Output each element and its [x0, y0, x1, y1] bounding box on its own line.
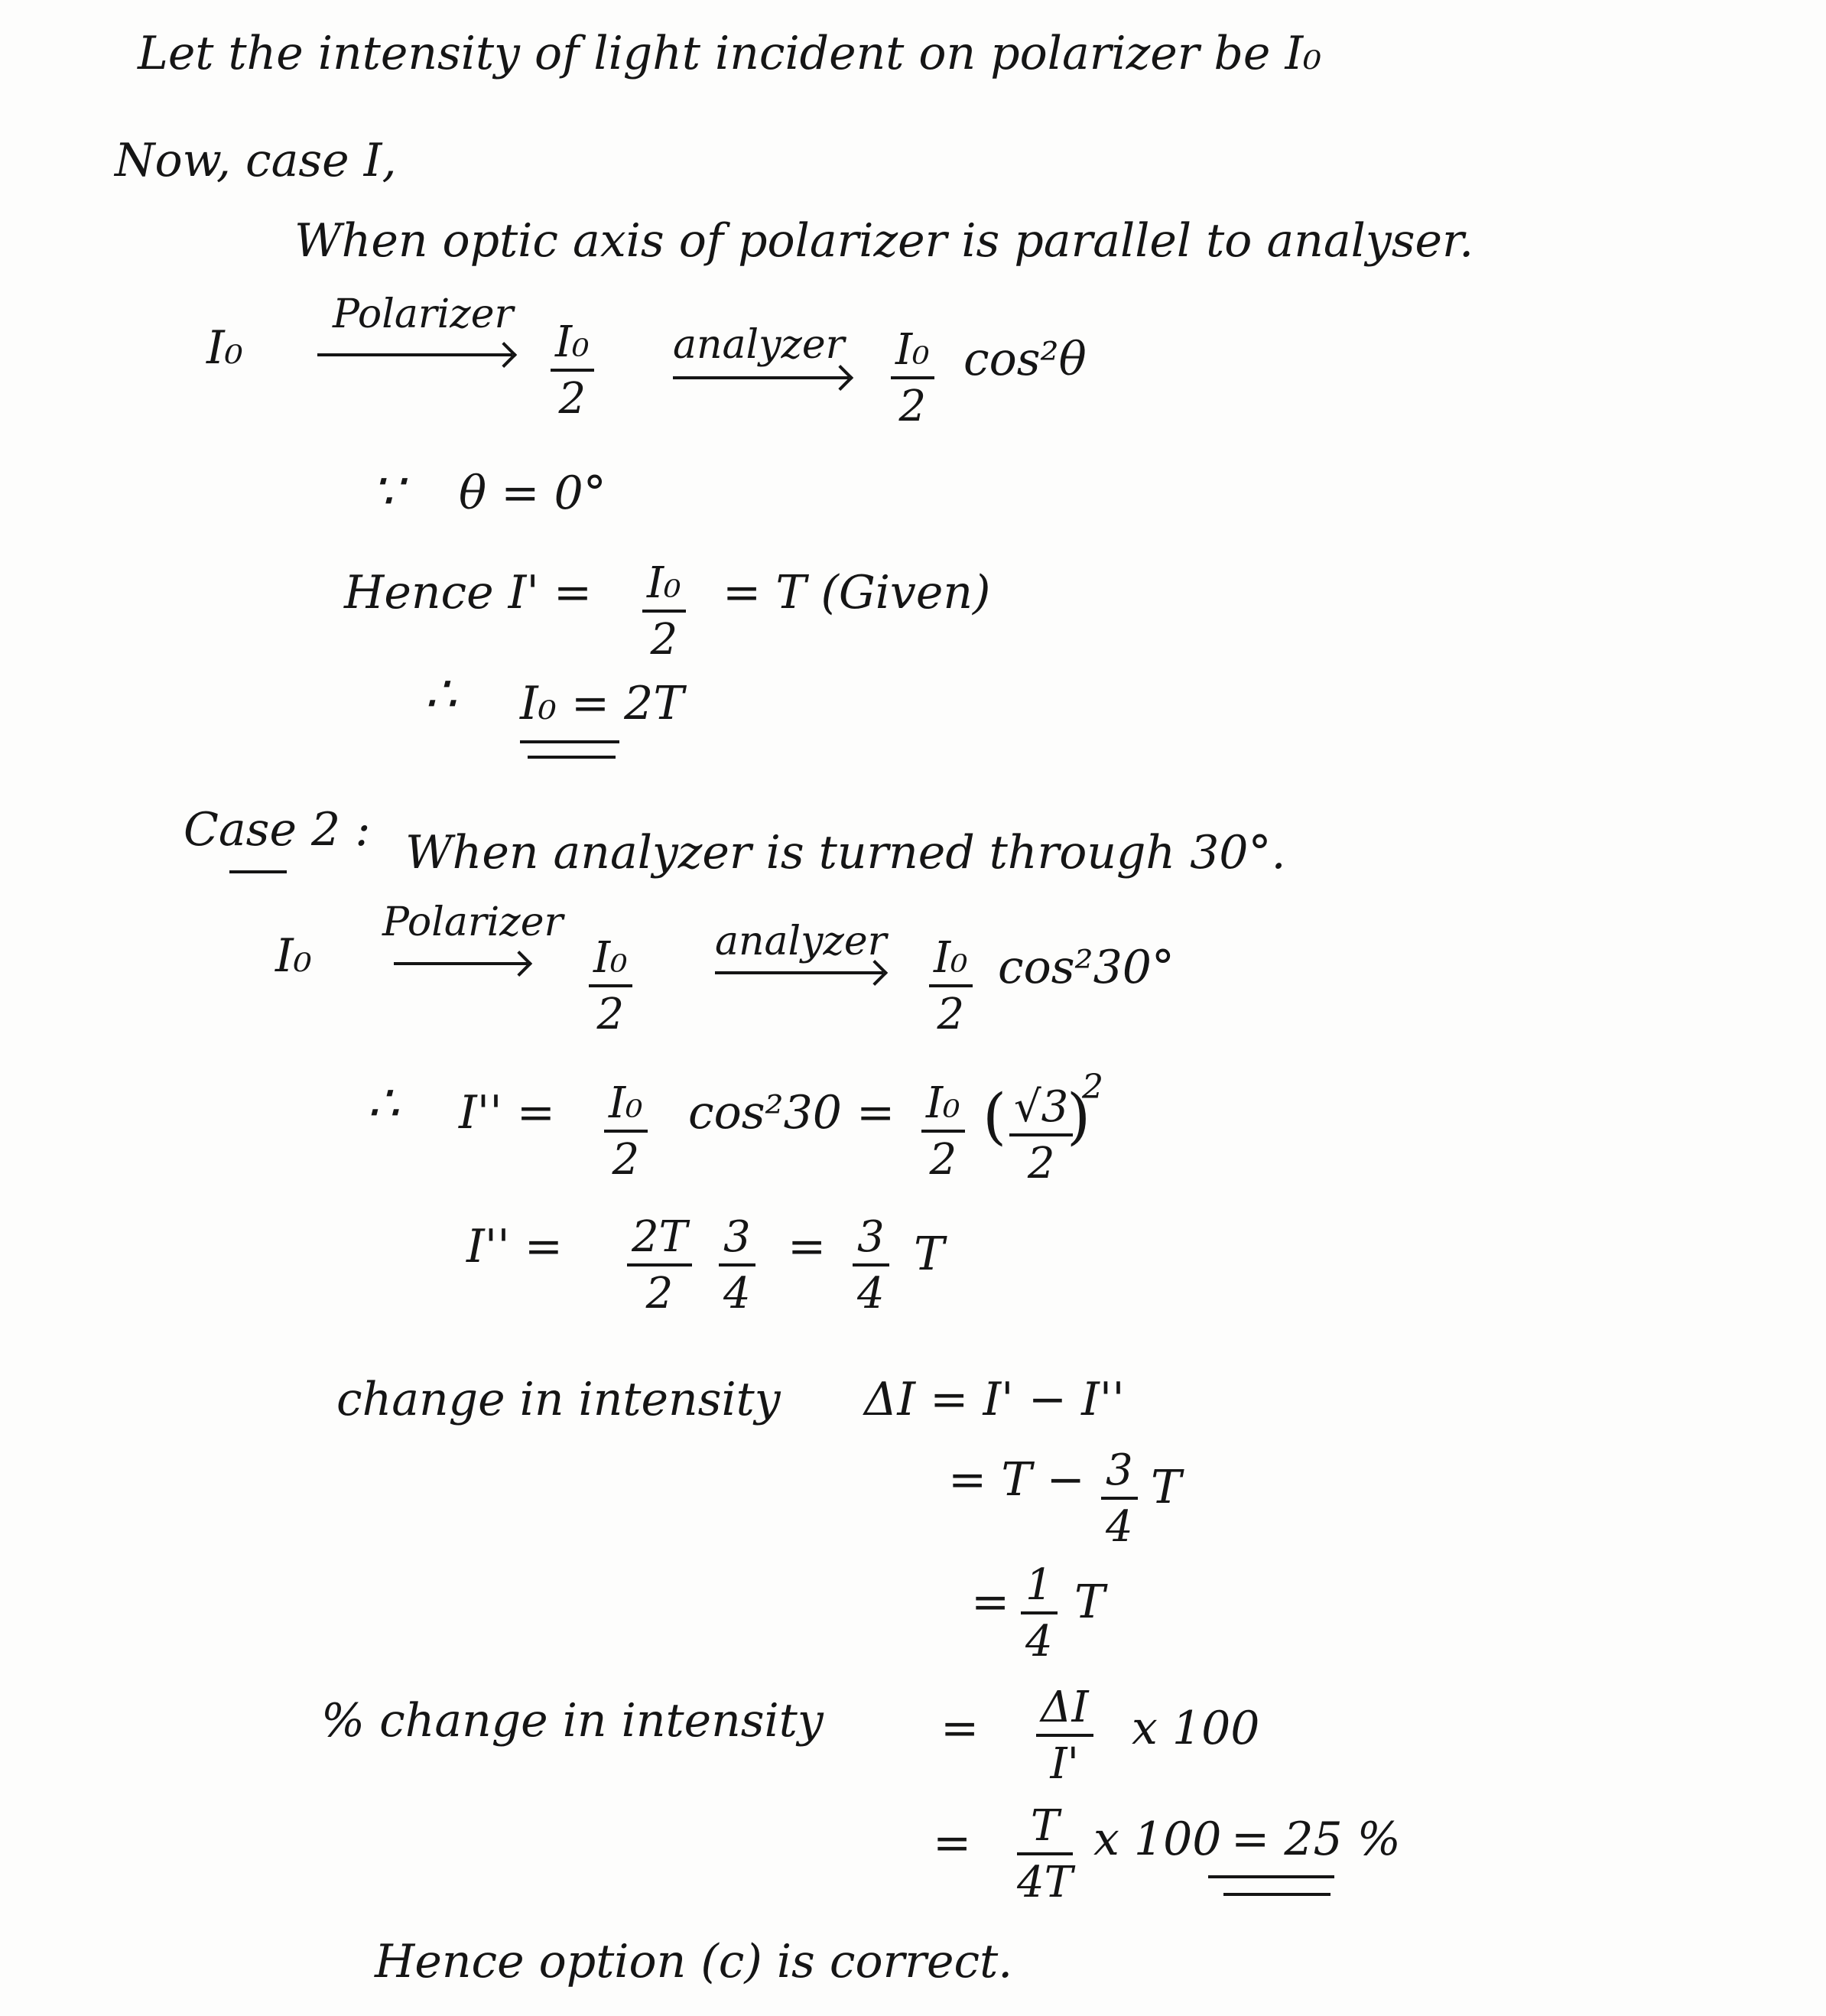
conclusion-line: Hence option (c) is correct.	[375, 1935, 1013, 1988]
case1-because: θ = 0°	[459, 467, 606, 520]
case2-line1-fraction-2: I₀ 2	[921, 1082, 965, 1182]
case1-result: I₀ = 2T	[520, 677, 684, 730]
case1-hence-fraction: I₀ 2	[642, 562, 686, 662]
case1-heading: Now, case I,	[115, 134, 397, 187]
case2-line2-fraction-c: 3 4	[853, 1216, 889, 1315]
case1-polarizer-arrow	[317, 353, 512, 356]
change-label: change in intensity	[336, 1373, 781, 1426]
case2-line2-suffix: T	[914, 1227, 945, 1281]
case1-analyzer-arrow	[673, 376, 849, 379]
case1-end-fraction: I₀ 2	[891, 329, 934, 428]
open-paren: (	[983, 1081, 1007, 1152]
percent-fraction-1: ΔI I'	[1036, 1686, 1093, 1786]
case1-hence-suffix: = T (Given)	[723, 566, 991, 619]
case2-end-suffix: cos²30°	[998, 941, 1175, 994]
case1-statement: When optic axis of polarizer is parallel to analyser.	[294, 214, 1474, 268]
case2-heading-underline	[229, 870, 287, 873]
percent-fraction-2: T 4T	[1017, 1801, 1073, 1907]
case2-heading: Case 2 :	[184, 803, 371, 857]
therefore-symbol: ∴	[424, 665, 456, 723]
change-line2-fraction: 3 4	[1101, 1449, 1138, 1549]
case2-line1-fraction: I₀ 2	[604, 1082, 648, 1182]
therefore-symbol-2: ∴	[367, 1074, 399, 1133]
case2-analyzer-label: analyzer	[715, 919, 887, 964]
change-line3-prefix: =	[971, 1575, 1010, 1629]
case2-square-exponent: 2	[1082, 1068, 1103, 1107]
case2-polarizer-arrow	[394, 962, 528, 965]
case2-line2-eq: =	[788, 1220, 827, 1273]
case1-end-suffix: cos²θ	[963, 333, 1087, 386]
percent-eq1: =	[941, 1702, 980, 1755]
percent-result: = 25 %	[1231, 1813, 1401, 1866]
case2-line2-prefix: I'' =	[466, 1220, 564, 1273]
case1-polarizer-label: Polarizer	[333, 291, 514, 337]
change-line3-suffix: T	[1074, 1575, 1106, 1629]
result-underline-2	[528, 756, 616, 759]
change-line1: ΔI = I' − I''	[864, 1373, 1125, 1426]
case2-sqrt3-fraction: √3 2	[1009, 1086, 1073, 1185]
case2-line1-mid: cos²30 =	[688, 1086, 895, 1140]
change-line3-fraction: 1 4	[1021, 1564, 1058, 1663]
case1-analyzer-label: analyzer	[673, 322, 845, 368]
close-paren: )	[1067, 1081, 1091, 1152]
case2-line2-fraction-a: 2T 2	[627, 1216, 692, 1315]
percent-result-underline-1	[1208, 1875, 1334, 1878]
change-line2-prefix: = T −	[948, 1453, 1085, 1507]
case2-polarizer-label: Polarizer	[382, 899, 564, 945]
case2-end-fraction: I₀ 2	[929, 937, 973, 1036]
case1-chain-start: I₀	[206, 321, 243, 375]
percent-result-underline-2	[1223, 1893, 1331, 1896]
case1-mid-fraction: I₀ 2	[551, 321, 594, 421]
percent-eq2: =	[933, 1816, 972, 1870]
case1-hence-prefix: Hence I' =	[344, 566, 593, 619]
case2-statement: When analyzer is turned through 30°.	[405, 826, 1286, 880]
change-line2-suffix: T	[1151, 1461, 1182, 1514]
result-underline-1	[520, 740, 619, 743]
case2-line2-fraction-b: 3 4	[719, 1216, 755, 1315]
case2-mid-fraction: I₀ 2	[589, 937, 632, 1036]
case2-chain-start: I₀	[275, 929, 312, 983]
because-symbol: ∵	[371, 462, 403, 521]
percent-times1: x 100	[1132, 1702, 1260, 1755]
intro-line: Let the intensity of light incident on polarizer be I₀	[138, 27, 1322, 80]
percent-times2: x 100	[1093, 1813, 1222, 1866]
case2-analyzer-arrow	[715, 971, 883, 974]
case2-line1-prefix: I'' =	[459, 1086, 556, 1140]
percent-label: % change in intensity	[321, 1694, 824, 1748]
